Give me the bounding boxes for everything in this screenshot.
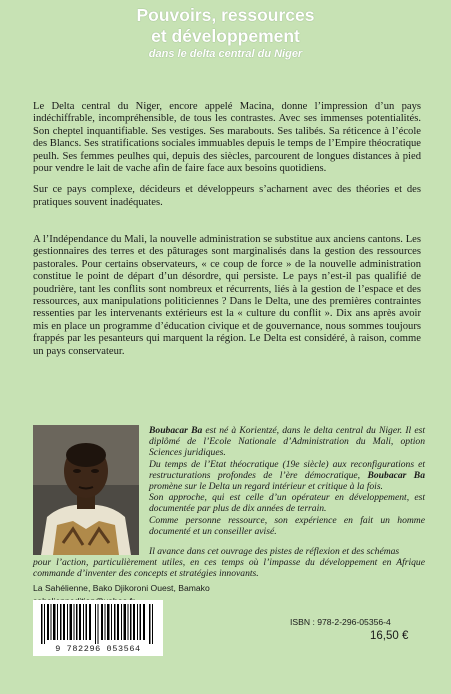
author-bio-4: Comme personne ressource, son expérience en fait un homme documenté et un conseiller avisé. [149,514,425,537]
barcode-bars-icon [39,604,157,644]
book-title [0,0,451,47]
author-bio [149,425,425,537]
blurb-paragraph-3: A l’Indépendance du Mali, la nouvelle administration se substitue aux anciens cantons. Les gestionnaires des terres et des pâturages sont marginalisés dans la gestion des ressources pastorales. Pour certains observateurs, « ce coup de force » de la nouvelle administration constitue le point de départ d’un désordre, qui persiste. Le pays n’est-il pas qualifié de poudrière, tant les conflits sont nombreux et récurrents, liés à la gestion de l’espace et des ressources, aux manipulations politiciennes ? Dans le Delta, une des premières contraintes ressenties par les intervenants extérieurs est la « culture du conflit ». Dix ans après avoir mis en place un programme d’éducation civique et de gouvernance, nous sommes toujours frappés par les pesanteurs qui marquent la région. Le Delta est considéré, à raison, comme un pays conservateur. [33,234,421,357]
cover-header [0,0,451,92]
price: 16,50 € [370,630,409,642]
author-bio-5-lead: Il avance dans cet ouvrage des pistes de réflexion et des schémas [149,546,400,557]
author-bio-3: Son approche, qui est celle d’un opérateur en développement, est documentée par plus de dix années de terrain. [149,492,425,515]
publisher-address: La Sahélienne, Bako Djikoroni Ouest, Bamako [33,583,210,593]
blurb-section-2 [33,234,421,367]
author-photo [33,425,139,555]
blurb-paragraph-1: Le Delta central du Niger, encore appelé Macina, donne l’impression d’un pays indéchiffrable, incompréhensible, de tous les contrastes. Avec ses immenses potentialités. Son cheptel inquantifiable. Ses vestiges. Ses marabouts. Ses talibés. Sa réticence à l’école des Blancs. Ses stratifications sociales immuables depuis le temps de l’Empire théocratique peulh. Ses femmes peulhes qui, depuis des siècles, parcourent de longues distances à pied pour vendre le lait de vache afin de faire face aux besoins quotidiens. [33,101,421,175]
book-subtitle: dans le delta central du Niger [148,48,303,60]
author-portrait-image [33,425,139,555]
author-bio-5 [33,546,425,580]
author-bio-2-text-a: Du temps de l’Etat théocratique (19e siècle) aux reconfigurations et restructurations profondes de l’ère démocratique, [149,458,425,481]
barcode-number: 9 782296 053564 [55,644,141,654]
blurb-paragraph-2: Sur ce pays complexe, décideurs et développeurs s’acharnent avec des théories et des pratiques souvent inadéquates. [33,184,421,208]
author-bio-1 [149,425,425,459]
author-name-inline: Boubacar Ba [367,469,425,481]
blurb-section-1 [33,101,421,218]
author-bio-2 [149,459,425,493]
barcode [33,600,163,656]
author-bio-5-rest: pour l’action, particulièrement utiles, en ces temps où l’impasse du développement en Afrique commande d’inventer des concepts et stratégies innovants. [33,557,425,580]
author-name: Boubacar Ba [149,425,203,436]
author-bio-2-text-b: promène sur le Delta un regard intérieur et critique à la fois. [149,481,383,493]
title-line-2: et développement [151,26,300,46]
author-bio-1-text: est né à Korientzé, dans le delta central du Niger. Il est diplômé de l’Ecole Nationale d’Administration du Mali, option Sciences juridiques. [149,425,425,459]
title-line-1: Pouvoirs, ressources [136,5,315,25]
isbn: ISBN : 978-2-296-05356-4 [290,617,391,627]
